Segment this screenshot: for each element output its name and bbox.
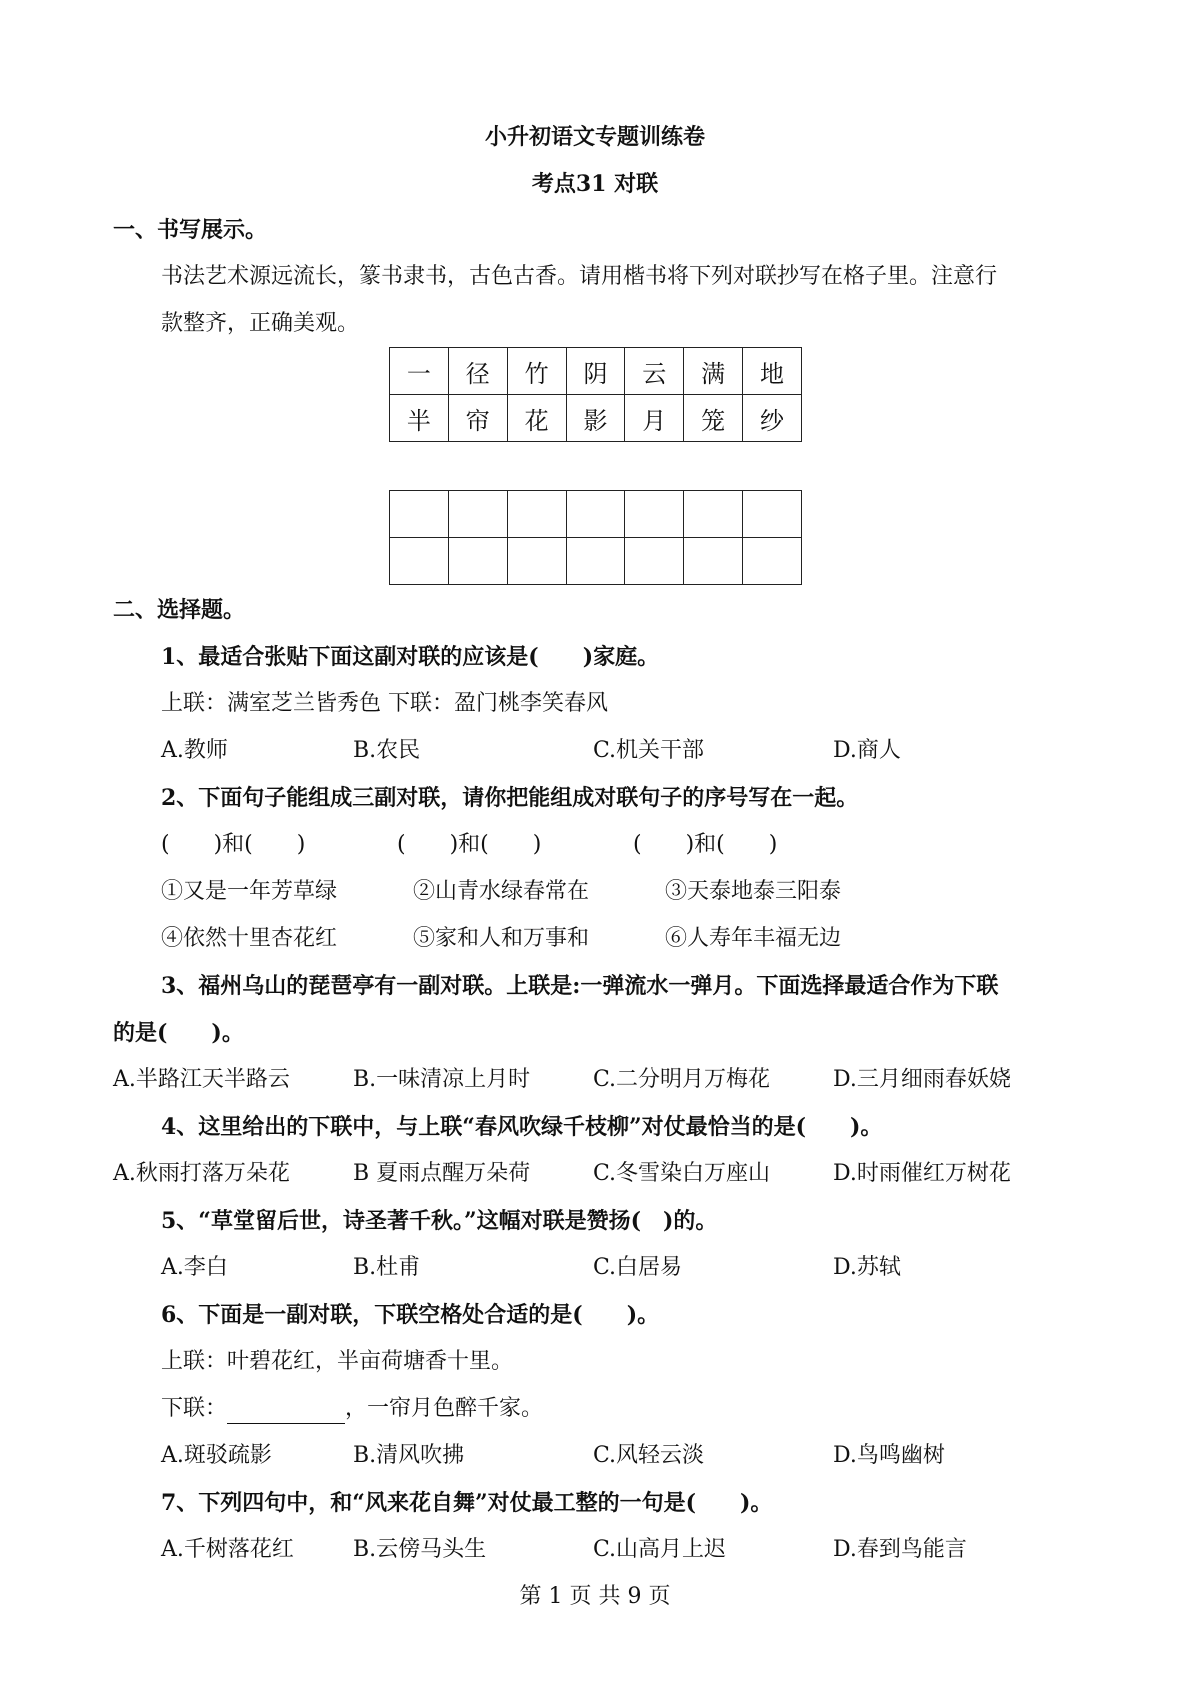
- writing-cell[interactable]: [684, 538, 743, 585]
- grid-cell: 地: [743, 348, 802, 395]
- grid-cell: 月: [625, 395, 684, 442]
- couplet-row-upper: [390, 348, 802, 395]
- couplet-row-lower: [390, 395, 802, 442]
- couplet-writing-grid[interactable]: [389, 490, 802, 585]
- q6-lower-suffix: ，一帘月色醉千家。: [345, 1396, 544, 1421]
- section1-heading: 一、书写展示。: [113, 217, 268, 243]
- q5-option-a[interactable]: A.李白: [161, 1255, 228, 1280]
- q1-option-c[interactable]: C.机关干部: [593, 738, 705, 763]
- q6-option-a[interactable]: A.斑驳疏影: [161, 1443, 272, 1468]
- writing-cell[interactable]: [507, 491, 566, 538]
- writing-cell[interactable]: [448, 538, 507, 585]
- q4-option-c[interactable]: C.冬雪染白万座山: [593, 1161, 771, 1186]
- grid-cell: 半: [390, 395, 449, 442]
- q5-option-d[interactable]: D.苏轼: [833, 1255, 901, 1280]
- grid-cell: 影: [566, 395, 625, 442]
- grid-cell: 径: [448, 348, 507, 395]
- writing-cell[interactable]: [684, 491, 743, 538]
- q2-item: ④依然十里杏花红: [161, 926, 338, 951]
- grid-cell: 云: [625, 348, 684, 395]
- grid-cell: 阴: [566, 348, 625, 395]
- grid-cell: 一: [390, 348, 449, 395]
- q6-option-c[interactable]: C.风轻云淡: [593, 1443, 705, 1468]
- writing-cell[interactable]: [625, 538, 684, 585]
- writing-cell[interactable]: [625, 491, 684, 538]
- q6-stem: 6、下面是一副对联，下联空格处合适的是( )。: [161, 1302, 660, 1328]
- writing-cell[interactable]: [507, 538, 566, 585]
- q6-answer-blank[interactable]: [227, 1401, 345, 1424]
- q5-stem: 5、“草堂留后世，诗圣著千秋。”这幅对联是赞扬( )的。: [161, 1208, 718, 1234]
- grid-cell: 纱: [743, 395, 802, 442]
- page-title: 小升初语文专题训练卷: [484, 124, 705, 150]
- q2-item: ⑤家和人和万事和: [413, 926, 590, 951]
- q2-item: ③天泰地泰三阳泰: [665, 879, 842, 904]
- writing-cell[interactable]: [566, 491, 625, 538]
- q6-option-d[interactable]: D.鸟鸣幽树: [833, 1443, 945, 1468]
- q1-couplet: 上联：满室芝兰皆秀色 下联：盈门桃李笑春风: [161, 691, 608, 716]
- q3-option-c[interactable]: C.二分明月万梅花: [593, 1067, 771, 1092]
- q7-option-b[interactable]: B.云傍马头生: [353, 1537, 487, 1562]
- q5-option-c[interactable]: C.白居易: [593, 1255, 683, 1280]
- writing-cell[interactable]: [448, 491, 507, 538]
- q7-option-c[interactable]: C.山高月上迟: [593, 1537, 727, 1562]
- q1-option-b[interactable]: B.农民: [353, 738, 421, 763]
- q2-answer-pair[interactable]: ( )和( ): [397, 832, 542, 857]
- q3-option-d[interactable]: D.三月细雨春妖娆: [833, 1067, 1011, 1092]
- q7-option-d[interactable]: D.春到鸟能言: [833, 1537, 967, 1562]
- grid-cell: 竹: [507, 348, 566, 395]
- q4-stem: 4、这里给出的下联中，与上联“春风吹绿千枝柳”对仗最恰当的是( )。: [161, 1114, 883, 1140]
- grid-cell: 满: [684, 348, 743, 395]
- writing-cell[interactable]: [743, 491, 802, 538]
- q1-option-a[interactable]: A.教师: [161, 738, 228, 763]
- q2-answer-pair[interactable]: ( )和( ): [633, 832, 778, 857]
- writing-cell[interactable]: [390, 491, 449, 538]
- q3-stem-line1: 3、福州乌山的琵琶亭有一副对联。上联是:一弹流水一弹月。下面选择最适合作为下联: [161, 973, 999, 999]
- q2-item: ⑥人寿年丰福无边: [665, 926, 842, 951]
- couplet-model-grid: [389, 347, 802, 442]
- q3-option-b[interactable]: B.一味清凉上月时: [353, 1067, 531, 1092]
- q6-lower-couplet: [161, 1394, 543, 1424]
- section1-intro-line1: 书法艺术源远流长，篆书隶书，古色古香。请用楷书将下列对联抄写在格子里。注意行: [161, 264, 998, 289]
- writing-cell[interactable]: [566, 538, 625, 585]
- q3-option-a[interactable]: A.半路江天半路云: [113, 1067, 290, 1092]
- writing-cell[interactable]: [743, 538, 802, 585]
- q2-answer-pair[interactable]: ( )和( ): [161, 832, 306, 857]
- q4-option-d[interactable]: D.时雨催红万树花: [833, 1161, 1011, 1186]
- q4-option-b[interactable]: B 夏雨点醒万朵荷: [353, 1161, 531, 1186]
- q2-stem: 2、下面句子能组成三副对联，请你把能组成对联句子的序号写在一起。: [161, 785, 859, 811]
- q5-option-b[interactable]: B.杜甫: [353, 1255, 421, 1280]
- grid-cell: 帘: [448, 395, 507, 442]
- section2-heading: 二、选择题。: [113, 597, 246, 623]
- q6-upper-couplet: 上联：叶碧花红，半亩荷塘香十里。: [161, 1349, 514, 1374]
- q1-stem: 1、最适合张贴下面这副对联的应该是( )家庭。: [161, 644, 660, 670]
- q2-item: ②山青水绿春常在: [413, 879, 590, 904]
- q6-option-b[interactable]: B.清风吹拂: [353, 1443, 465, 1468]
- grid-cell: 花: [507, 395, 566, 442]
- writing-cell[interactable]: [390, 538, 449, 585]
- q3-stem-line2: 的是( )。: [113, 1020, 244, 1046]
- q7-option-a[interactable]: A.千树落花红: [161, 1537, 294, 1562]
- q7-stem: 7、下列四句中，和“风来花自舞”对仗最工整的一句是( )。: [161, 1490, 773, 1516]
- q1-option-d[interactable]: D.商人: [833, 738, 901, 763]
- page-number-footer: 第 1 页 共 9 页: [519, 1584, 671, 1609]
- q6-lower-prefix: 下联：: [161, 1396, 228, 1421]
- q4-option-a[interactable]: A.秋雨打落万朵花: [113, 1161, 290, 1186]
- grid-cell: 笼: [684, 395, 743, 442]
- section1-intro-line2: 款整齐，正确美观。: [161, 311, 360, 336]
- page-subtitle: 考点31 对联: [531, 171, 659, 197]
- q2-item: ①又是一年芳草绿: [161, 879, 338, 904]
